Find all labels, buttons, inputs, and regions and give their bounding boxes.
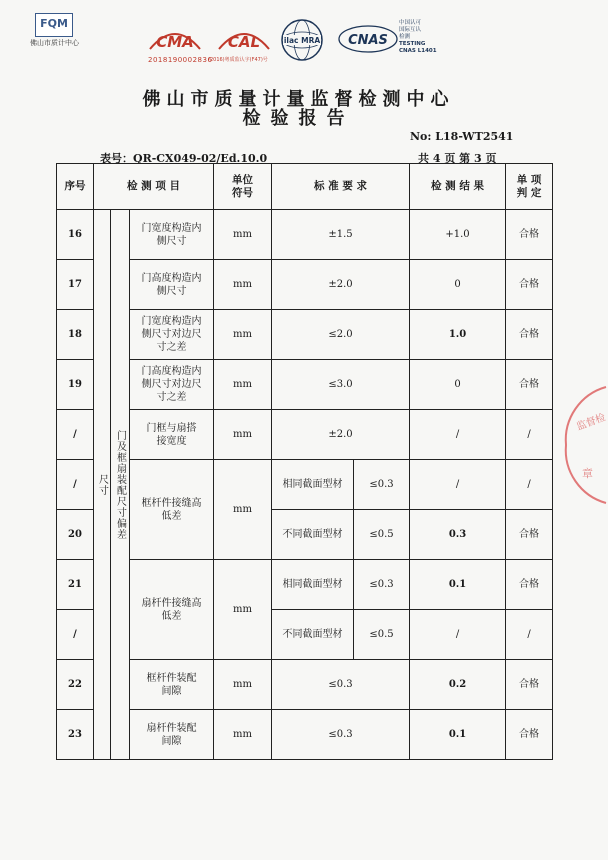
row-unit: mm <box>214 710 272 760</box>
table-row <box>57 460 553 510</box>
row-verdict: / <box>506 610 553 660</box>
group-outer-cell <box>94 210 111 760</box>
row-standard: ±2.0 <box>272 260 410 310</box>
row-standard: ≤3.0 <box>272 360 410 410</box>
row-standard-value: ≤0.5 <box>354 510 410 560</box>
header-unit: 单位符号 <box>214 164 272 210</box>
row-result: / <box>410 410 506 460</box>
row-result: 0.1 <box>410 560 506 610</box>
table-row <box>57 710 553 760</box>
row-seq: 20 <box>57 510 94 560</box>
svg-text:CNAS: CNAS <box>348 33 388 48</box>
header-standard: 标 准 要 求 <box>272 164 410 210</box>
row-result: / <box>410 460 506 510</box>
row-item: 框杆件接缝高低差 <box>130 460 214 560</box>
row-item: 门框与扇搭接宽度 <box>130 410 214 460</box>
row-seq: / <box>57 460 94 510</box>
table-row <box>57 560 553 610</box>
row-standard: ±1.5 <box>272 210 410 260</box>
group-inner-label: 门及框扇装配尺寸偏差 <box>114 429 126 540</box>
table-row <box>57 410 553 460</box>
row-standard-value: ≤0.3 <box>354 560 410 610</box>
page-title: 佛山市质量计量监督检测中心 <box>142 89 455 110</box>
row-verdict: / <box>506 410 553 460</box>
row-standard-label: 不同截面型材 <box>272 610 354 660</box>
row-verdict: 合格 <box>506 210 553 260</box>
header-item: 检 测 项 目 <box>94 164 214 210</box>
group-inner-cell <box>111 210 130 760</box>
page-count: 共 4 页 第 3 页 <box>418 152 497 165</box>
row-result: 0.2 <box>410 660 506 710</box>
cal-logo <box>215 17 273 57</box>
row-item: 门宽度构造内侧尺寸对边尺寸之差 <box>130 310 214 360</box>
row-standard-label: 不同截面型材 <box>272 510 354 560</box>
row-verdict: 合格 <box>506 260 553 310</box>
svg-text:CAL: CAL <box>227 33 261 51</box>
table-header-row <box>57 164 553 210</box>
row-seq: 21 <box>57 560 94 610</box>
svg-text:CMA: CMA <box>156 33 194 51</box>
row-seq: / <box>57 610 94 660</box>
cma-number: 2018190002836 <box>148 56 213 64</box>
row-unit: mm <box>214 310 272 360</box>
header-seq: 序号 <box>57 164 94 210</box>
row-result: / <box>410 610 506 660</box>
row-seq: 17 <box>57 260 94 310</box>
table-row <box>57 310 553 360</box>
row-standard: ±2.0 <box>272 410 410 460</box>
row-seq: 19 <box>57 360 94 410</box>
table-row <box>57 210 553 260</box>
row-unit: mm <box>214 210 272 260</box>
row-result: +1.0 <box>410 210 506 260</box>
row-seq: 22 <box>57 660 94 710</box>
row-result: 0 <box>410 360 506 410</box>
row-item: 框杆件装配间隙 <box>130 660 214 710</box>
row-seq: / <box>57 410 94 460</box>
row-verdict: 合格 <box>506 510 553 560</box>
row-verdict: / <box>506 460 553 510</box>
row-result: 0.3 <box>410 510 506 560</box>
inspection-table <box>56 163 553 760</box>
row-standard-label: 相同截面型材 <box>272 460 354 510</box>
cal-caption: (2016)粤质监认字(F47)号 <box>208 57 268 63</box>
row-unit: mm <box>214 260 272 310</box>
fqm-logo <box>35 13 73 37</box>
ilac-mra-logo <box>280 18 324 62</box>
row-verdict: 合格 <box>506 710 553 760</box>
row-unit: mm <box>214 560 272 660</box>
row-unit: mm <box>214 660 272 710</box>
row-seq: 16 <box>57 210 94 260</box>
fqm-caption: 佛山市质计中心 <box>30 39 79 47</box>
row-unit: mm <box>214 460 272 560</box>
table-row <box>57 360 553 410</box>
row-item: 门高度构造内侧尺寸对边尺寸之差 <box>130 360 214 410</box>
row-verdict: 合格 <box>506 560 553 610</box>
cnas-caption: 中国认可 国际互认 检测 TESTING CNAS L1401 <box>399 20 437 54</box>
row-result: 0 <box>410 260 506 310</box>
table-row <box>57 660 553 710</box>
cnas-logo <box>338 24 398 54</box>
row-item: 扇杆件接缝高低差 <box>130 560 214 660</box>
row-seq: 18 <box>57 310 94 360</box>
header-result: 检 测 结 果 <box>410 164 506 210</box>
fqm-logo-text: FQM <box>40 17 68 30</box>
cma-logo <box>145 17 205 57</box>
row-item: 门高度构造内侧尺寸 <box>130 260 214 310</box>
row-standard: ≤0.3 <box>272 660 410 710</box>
row-verdict: 合格 <box>506 310 553 360</box>
row-seq: 23 <box>57 710 94 760</box>
official-seal <box>548 385 608 505</box>
row-result: 1.0 <box>410 310 506 360</box>
svg-text:ilac MRA: ilac MRA <box>283 36 321 45</box>
row-standard-value: ≤0.3 <box>354 460 410 510</box>
row-item: 扇杆件装配间隙 <box>130 710 214 760</box>
row-verdict: 合格 <box>506 360 553 410</box>
report-number: No: L18-WT2541 <box>410 130 514 143</box>
row-result: 0.1 <box>410 710 506 760</box>
header-verdict: 单 项判 定 <box>506 164 553 210</box>
svg-text:章: 章 <box>582 467 593 480</box>
form-number: 表号：QR-CX049-02/Ed.10.0 <box>100 152 268 165</box>
page-subtitle: 检验报告 <box>242 108 355 129</box>
row-standard-label: 相同截面型材 <box>272 560 354 610</box>
row-item: 门宽度构造内侧尺寸 <box>130 210 214 260</box>
group-outer-label: 尺寸 <box>96 473 108 496</box>
table-row <box>57 260 553 310</box>
row-verdict: 合格 <box>506 660 553 710</box>
row-unit: mm <box>214 410 272 460</box>
svg-text:监督检: 监督检 <box>575 412 608 433</box>
row-standard: ≤2.0 <box>272 310 410 360</box>
certification-logos <box>0 0 597 80</box>
row-standard-value: ≤0.5 <box>354 610 410 660</box>
row-standard: ≤0.3 <box>272 710 410 760</box>
row-unit: mm <box>214 360 272 410</box>
